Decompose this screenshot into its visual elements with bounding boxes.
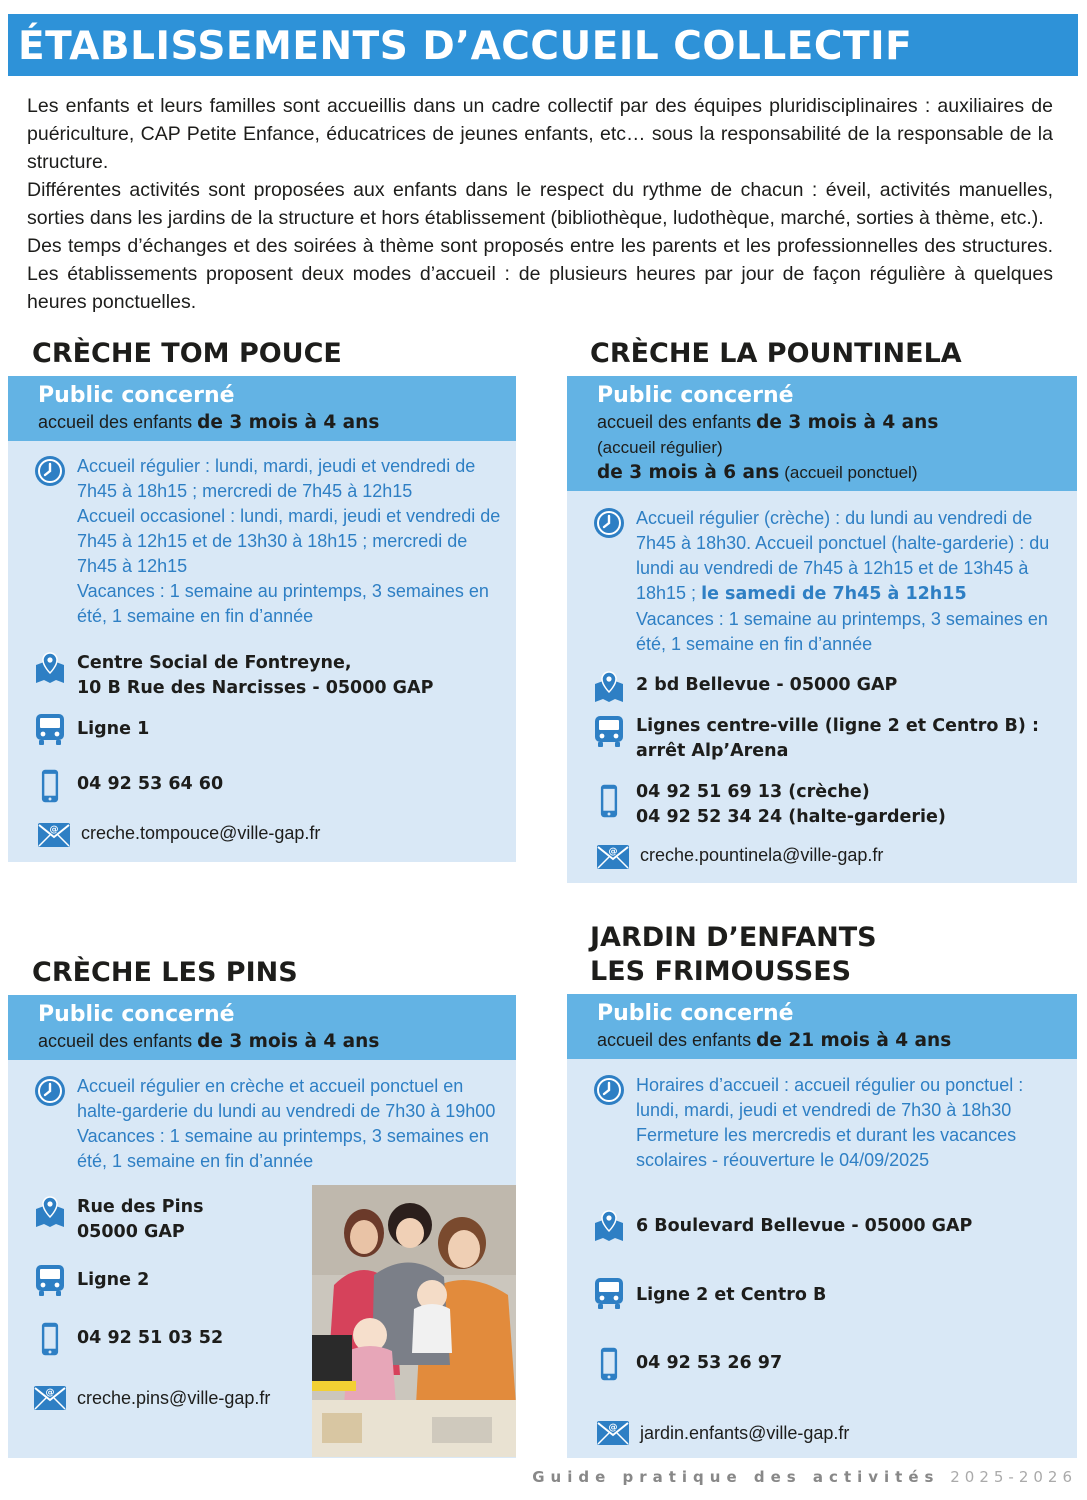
hours-row [592,506,1062,657]
footer-year: 2025-2026 [950,1468,1077,1486]
age-note: (accueil régulier) [597,438,723,457]
vacances-text: Vacances : 1 semaine au printemps, 3 semaines en été, 1 semaine en fin d’année [636,609,1048,654]
phone-row [592,780,946,830]
map-pin-icon [33,1195,67,1229]
public-title: Public concerné [38,383,235,408]
age-note-2: (accueil ponctuel) [784,463,918,482]
hours-main: Accueil régulier (crèche) : du lundi au vendredi de 7h45 à 18h30. Accueil ponctuel (halte-garderie) : du lundi au vendredi de 7h45 à 12h15 et de 13h45 à 18h15 ; [636,508,1050,603]
map-pin-icon [592,1209,626,1243]
section-title-pins: CRÈCHE LES PINS [32,957,298,988]
section-title-tompouce: CRÈCHE TOM POUCE [32,338,342,369]
hours-row [592,1073,1062,1173]
intro-paragraph: Des temps d’échanges et des soirées à thème sont proposés entre les parents et les professionnelles des structures. Les établissements proposent deux modes d’accueil : de plusieurs heures par jour de façon régulière à quelques heures ponctuelles. [27,235,1053,313]
bus-row [592,1276,826,1314]
public-age-2 [597,460,1067,485]
hours-text: Horaires d’accueil : accueil régulier ou ponctuel : lundi, mardi, jeudi et vendredi de 7h30 à 18h30 Fermeture les mercredis et durant les vacances scolaires - réouverture le 04/09/2025 [636,1075,1024,1170]
public-title: Public concerné [597,1001,794,1026]
phone-text: 04 92 53 64 60 [77,774,224,794]
footer-guide: Guide pratique des activités [532,1468,940,1486]
email-row[interactable] [37,818,320,852]
phone-icon [592,1343,626,1385]
bus-icon [592,714,626,748]
svg-text:@: @ [45,1388,55,1398]
email-row[interactable] [596,840,883,874]
intro-paragraph: Différentes activités sont proposées aux enfants dans le respect du rythme de chacun : éveil, activités manuelles, sorties dans les jardins de la structure et hors établissement (bibliothèque, ludothèque, marché, sorties à thème, etc.). [27,179,1053,229]
age-prefix: accueil des enfants [597,412,752,432]
address-text: 2 bd Bellevue - 05000 GAP [636,675,898,695]
bus-text: Ligne 2 [77,1270,150,1290]
email-icon [37,818,71,852]
public-age [597,410,1067,435]
map-pin-icon [592,670,626,704]
public-header [567,994,1077,1059]
bus-row [33,1263,149,1297]
bus-text: Ligne 1 [77,719,150,739]
bus-row [33,712,149,746]
hours-text: Accueil régulier : lundi, mardi, jeudi et vendredi de 7h45 à 18h15 ; mercredi de 7h45 à 12h15 Accueil occasionel : lundi, mardi, jeudi et vendredi de 7h45 à 12h15 et de 13h30 à 18h15 ; mercredi de 7h45 à 12h15 Vacances : 1 semaine au printemps, 3 semaines en été, 1 semaine en fin d’année [77,456,501,626]
page-title: ÉTABLISSEMENTS D’ACCUEIL COLLECTIF [8,14,1078,76]
footer [532,1468,1077,1486]
email-row[interactable] [596,1416,849,1450]
photo-illustration [312,1185,516,1457]
phone-icon [33,765,67,807]
intro-paragraph: Les enfants et leurs familles sont accueillis dans un cadre collectif par des équipes pluridisciplinaires : auxiliaires de puériculture, CAP Petite Enfance, éducatrices de jeunes enfants, etc… sous la responsabilité de la responsable de la structure. [27,95,1053,173]
clock-icon [592,1073,626,1107]
address-text: Rue des Pins 05000 GAP [77,1197,204,1242]
public-age [38,1029,506,1054]
public-title: Public concerné [597,383,794,408]
address-text: Centre Social de Fontreyne, 10 B Rue des Narcisses - 05000 GAP [77,653,434,698]
public-age [597,1028,1067,1053]
email-link[interactable]: jardin.enfants@ville-gap.fr [640,1423,850,1443]
address-row [592,670,897,704]
email-icon [33,1381,67,1415]
clock-icon [33,454,67,488]
children-photo [312,1185,516,1457]
age-range-2: de 3 mois à 6 ans [597,462,780,483]
email-row[interactable] [33,1381,270,1415]
phone-icon [592,780,626,822]
bus-row [592,714,1039,764]
bus-text: Lignes centre-ville (ligne 2 et Centro B) : arrêt Alp’Arena [636,716,1039,761]
section-title-pountinela: CRÈCHE LA POUNTINELA [590,338,962,369]
bus-icon [592,1276,626,1310]
email-link[interactable]: creche.tompouce@ville-gap.fr [81,823,321,843]
public-age [38,410,506,435]
public-header [567,376,1077,491]
email-icon [596,1416,630,1450]
age-range: de 3 mois à 4 ans [197,412,380,433]
address-row [33,651,433,701]
age-prefix: accueil des enfants [38,412,193,432]
svg-text:@: @ [49,825,59,835]
public-header [8,376,516,441]
public-header [8,995,516,1060]
clock-icon [592,506,626,540]
age-range: de 3 mois à 4 ans [756,412,939,433]
bus-icon [33,712,67,746]
age-range: de 21 mois à 4 ans [756,1030,952,1051]
bus-text: Ligne 2 et Centro B [636,1285,827,1305]
phone-row [33,765,223,807]
hours-saturday: le samedi de 7h45 à 12h15 [701,584,967,604]
age-prefix: accueil des enfants [597,1030,752,1050]
phone-icon [33,1318,67,1360]
address-text: 6 Boulevard Bellevue - 05000 GAP [636,1216,973,1236]
map-pin-icon [33,651,67,685]
hours-row [33,1074,508,1174]
age-prefix: accueil des enfants [38,1031,193,1051]
email-link[interactable]: creche.pountinela@ville-gap.fr [640,845,884,865]
svg-text:@: @ [608,847,618,857]
hours-text [636,506,1062,657]
svg-text:@: @ [608,1423,618,1433]
section-title-frimousses: JARDIN D’ENFANTS LES FRIMOUSSES [590,922,877,987]
bus-icon [33,1263,67,1297]
phone-text: 04 92 51 69 13 (crèche) 04 92 52 34 24 (halte-garderie) [636,782,946,827]
address-row [33,1195,204,1245]
address-row [592,1209,972,1243]
clock-icon [33,1074,67,1108]
age-range: de 3 mois à 4 ans [197,1031,380,1052]
phone-row [33,1318,223,1360]
hours-text: Accueil régulier en crèche et accueil ponctuel en halte-garderie du lundi au vendredi de 7h30 à 19h00 Vacances : 1 semaine au printemps, 3 semaines en été, 1 semaine en fin d’année [77,1076,496,1171]
hours-row [33,454,508,629]
email-link[interactable]: creche.pins@ville-gap.fr [77,1388,271,1408]
intro-text [27,92,1053,316]
phone-text: 04 92 53 26 97 [636,1353,783,1373]
phone-row [592,1343,782,1385]
phone-text: 04 92 51 03 52 [77,1328,224,1348]
public-title: Public concerné [38,1002,235,1027]
email-icon [596,840,630,874]
